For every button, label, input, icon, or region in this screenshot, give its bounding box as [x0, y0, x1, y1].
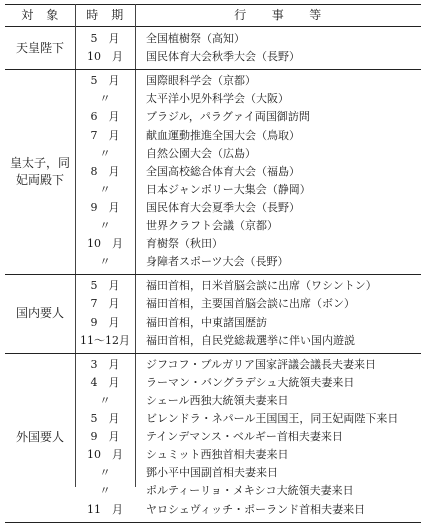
- period-cell: 6 月: [90, 110, 120, 124]
- category-label: 天皇陛下: [15, 40, 64, 55]
- period-cell: 5 月: [90, 32, 120, 45]
- event-cell: 自然公園大会（広島）: [146, 146, 256, 160]
- period-cell: 〃: [99, 393, 111, 407]
- section-rule: [5, 274, 421, 275]
- column-divider: [135, 4, 136, 487]
- period-cell: 〃: [99, 466, 111, 480]
- table-top-rule: [5, 4, 421, 5]
- period-cell: 8 月: [90, 164, 120, 178]
- period-cell: 〃: [99, 484, 111, 498]
- event-cell: 国際眼科学会（京都）: [146, 74, 256, 88]
- period-cell: 〃: [99, 255, 111, 269]
- period-cell: 7 月: [90, 297, 120, 311]
- period-cell: 9 月: [90, 200, 120, 214]
- event-cell: 福田首相，主要国首脳会談に出席（ボン）: [146, 297, 355, 311]
- period-cell: 11 月: [87, 502, 123, 516]
- event-cell: 福田首相，自民党総裁選挙に伴い国内遊説: [146, 333, 355, 347]
- period-cell: 〃: [99, 219, 111, 232]
- event-cell: 福田首相，日米首脳会談に出席（ワシントン）: [146, 279, 377, 293]
- period-cell: 4 月: [90, 375, 120, 389]
- period-cell: 9 月: [90, 430, 120, 444]
- event-cell: ポルティーリョ・メキシコ大統領夫妻来日: [146, 484, 354, 498]
- event-cell: 日本ジャンボリー大集会（静岡）: [146, 182, 311, 196]
- event-cell: 鄧小平中国副首相夫妻来日: [146, 466, 278, 480]
- period-cell: 5 月: [90, 412, 120, 425]
- event-cell: シュミット西独首相夫妻来日: [146, 448, 289, 462]
- period-cell: 10 月: [87, 50, 123, 64]
- event-cell: 太平洋小児外科学会（大阪）: [146, 92, 289, 106]
- section-rule: [5, 353, 421, 354]
- period-cell: 10 月: [87, 448, 123, 462]
- event-cell: テインデマンス・ベルギー首相夫妻来日: [146, 430, 343, 444]
- column-divider: [75, 4, 76, 487]
- period-cell: 3 月: [90, 357, 120, 371]
- category-label: 皇太子，同 妃両殿下: [9, 155, 70, 187]
- period-cell: 〃: [99, 182, 111, 196]
- period-cell: 10 月: [87, 237, 123, 251]
- event-cell: ビレンドラ・ネパール王国国王，同王妃両陛下来日: [146, 412, 399, 425]
- event-cell: 国民体育大会秋季大会（長野）: [146, 50, 300, 64]
- event-cell: 献血運動推進全国大会（鳥取）: [146, 128, 300, 142]
- event-cell: 福田首相，中東諸国歴訪: [146, 315, 267, 329]
- period-cell: 5 月: [90, 74, 120, 88]
- event-cell: 育樹祭（秋田）: [146, 237, 223, 251]
- event-cell: 全国高校総合体育大会（福島）: [146, 164, 300, 178]
- event-cell: ラーマン・バングラデシュ大統領夫妻来日: [146, 375, 355, 389]
- event-cell: シェール西独大統領夫妻来日: [146, 393, 289, 407]
- header-events: 行 事 等: [234, 8, 322, 22]
- header-rule: [5, 26, 421, 27]
- period-cell: 〃: [99, 92, 111, 106]
- period-cell: 7 月: [90, 128, 120, 142]
- event-cell: 国民体育大会夏季大会（長野）: [146, 200, 300, 214]
- event-cell: 全国植樹祭（高知）: [146, 32, 245, 45]
- header-target: 対 象: [21, 8, 59, 22]
- period-cell: 5 月: [90, 279, 120, 293]
- period-cell: 〃: [99, 146, 111, 160]
- event-cell: ヤロシェヴィッチ・ポーランド首相夫妻来日: [146, 502, 366, 516]
- section-rule: [5, 522, 421, 523]
- event-cell: 身障者スポーツ大会（長野）: [146, 255, 289, 269]
- period-cell: 11～12月: [80, 333, 130, 347]
- event-cell: ジフコフ・ブルガリア国家評議会議長夫妻来日: [146, 357, 377, 371]
- event-cell: 世界クラフト会議（京都）: [146, 219, 278, 232]
- event-cell: ブラジル，パラグァイ両国御訪問: [146, 110, 310, 124]
- category-label: 国内要人: [15, 306, 64, 320]
- period-cell: 9 月: [90, 315, 120, 329]
- header-period: 時 期: [86, 8, 124, 22]
- category-label: 外国要人: [15, 429, 64, 444]
- section-rule: [5, 69, 421, 70]
